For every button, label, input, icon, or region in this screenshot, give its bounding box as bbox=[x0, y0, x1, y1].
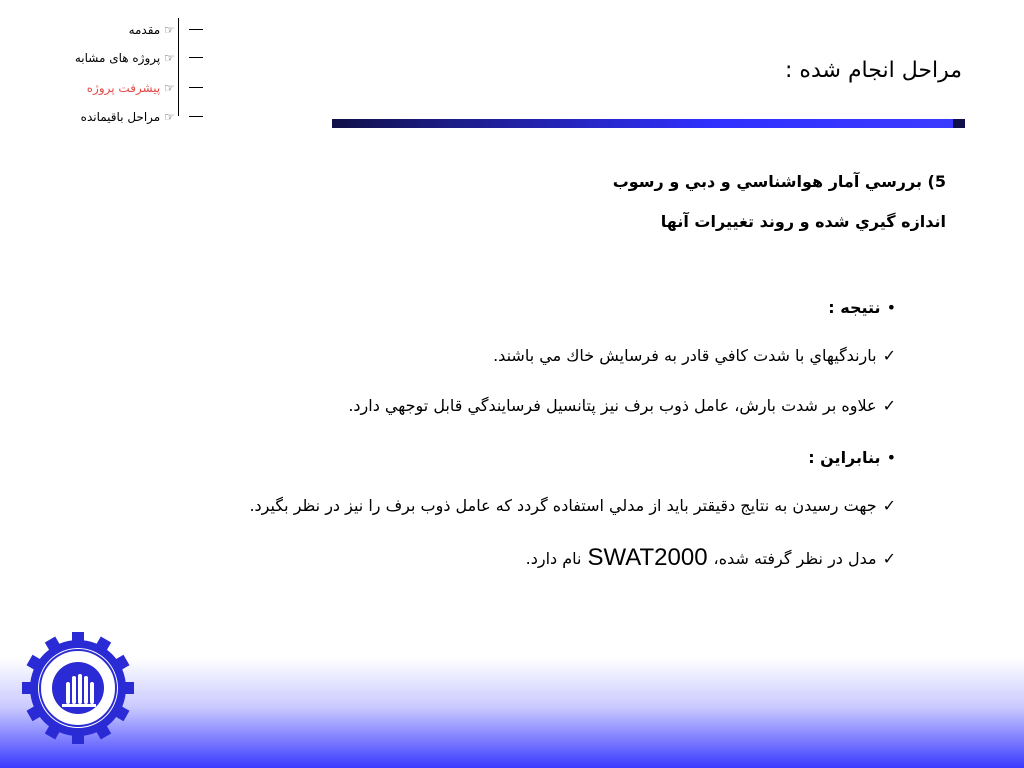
nav-item-label: مراحل باقیمانده bbox=[80, 110, 161, 124]
bullet-result: • نتيجه : bbox=[828, 298, 896, 317]
checklist-item: ✓ بارندگيهاي با شدت كافي قادر به فرسايش خاك مي باشند. bbox=[493, 346, 896, 365]
checklist-item: ✓ مدل در نظر گرفته شده، SWAT2000 نام دارد. bbox=[525, 544, 896, 571]
footer-gradient bbox=[0, 658, 1024, 768]
checklist-item: ✓ جهت رسيدن به نتايج دقيقتر بايد از مدلي استفاده گردد كه عامل ذوب برف را نيز در نظر بگيرد. bbox=[249, 496, 896, 515]
nav-item-remaining-steps[interactable] bbox=[81, 105, 175, 129]
pointing-hand-icon: ☜ bbox=[164, 81, 175, 95]
section-heading-line2: اندازه گيري شده و روند تغييرات آنها bbox=[660, 212, 946, 231]
nav-item-project-progress[interactable] bbox=[87, 76, 175, 100]
nav-item-label: مقدمه bbox=[128, 23, 161, 37]
section-nav bbox=[30, 14, 185, 124]
pointing-hand-icon: ☜ bbox=[164, 110, 175, 124]
checkmark-icon: ✓ bbox=[882, 548, 896, 568]
bullet-dot-icon: • bbox=[886, 448, 896, 467]
checklist-item: ✓ علاوه بر شدت بارش، عامل ذوب برف نيز پتانسيل فرسايندگي قابل توجهي دارد. bbox=[348, 396, 896, 415]
checkmark-icon: ✓ bbox=[882, 346, 896, 365]
nav-connector-line bbox=[178, 18, 179, 116]
sharif-university-logo-icon bbox=[22, 632, 134, 744]
nav-item-label: پیشرفت پروژه bbox=[86, 81, 161, 95]
bullet-dot-icon: • bbox=[886, 298, 896, 317]
nav-item-label: پروژه های مشابه bbox=[74, 51, 161, 65]
bullet-therefore: • بنابراين : bbox=[808, 448, 896, 467]
section-heading-line1: 5) بررسي آمار هواشناسي و دبي و رسوب bbox=[612, 172, 946, 191]
pointing-hand-icon: ☜ bbox=[164, 23, 175, 37]
page-title: مراحل انجام شده : bbox=[785, 58, 962, 83]
checkmark-icon: ✓ bbox=[882, 396, 896, 415]
pointing-hand-icon: ☜ bbox=[164, 51, 175, 65]
nav-item-similar-projects[interactable] bbox=[75, 46, 175, 70]
model-name: SWAT2000 bbox=[587, 544, 708, 571]
title-underline-bar bbox=[332, 119, 965, 128]
checkmark-icon: ✓ bbox=[882, 496, 896, 515]
nav-item-intro[interactable] bbox=[129, 18, 175, 42]
